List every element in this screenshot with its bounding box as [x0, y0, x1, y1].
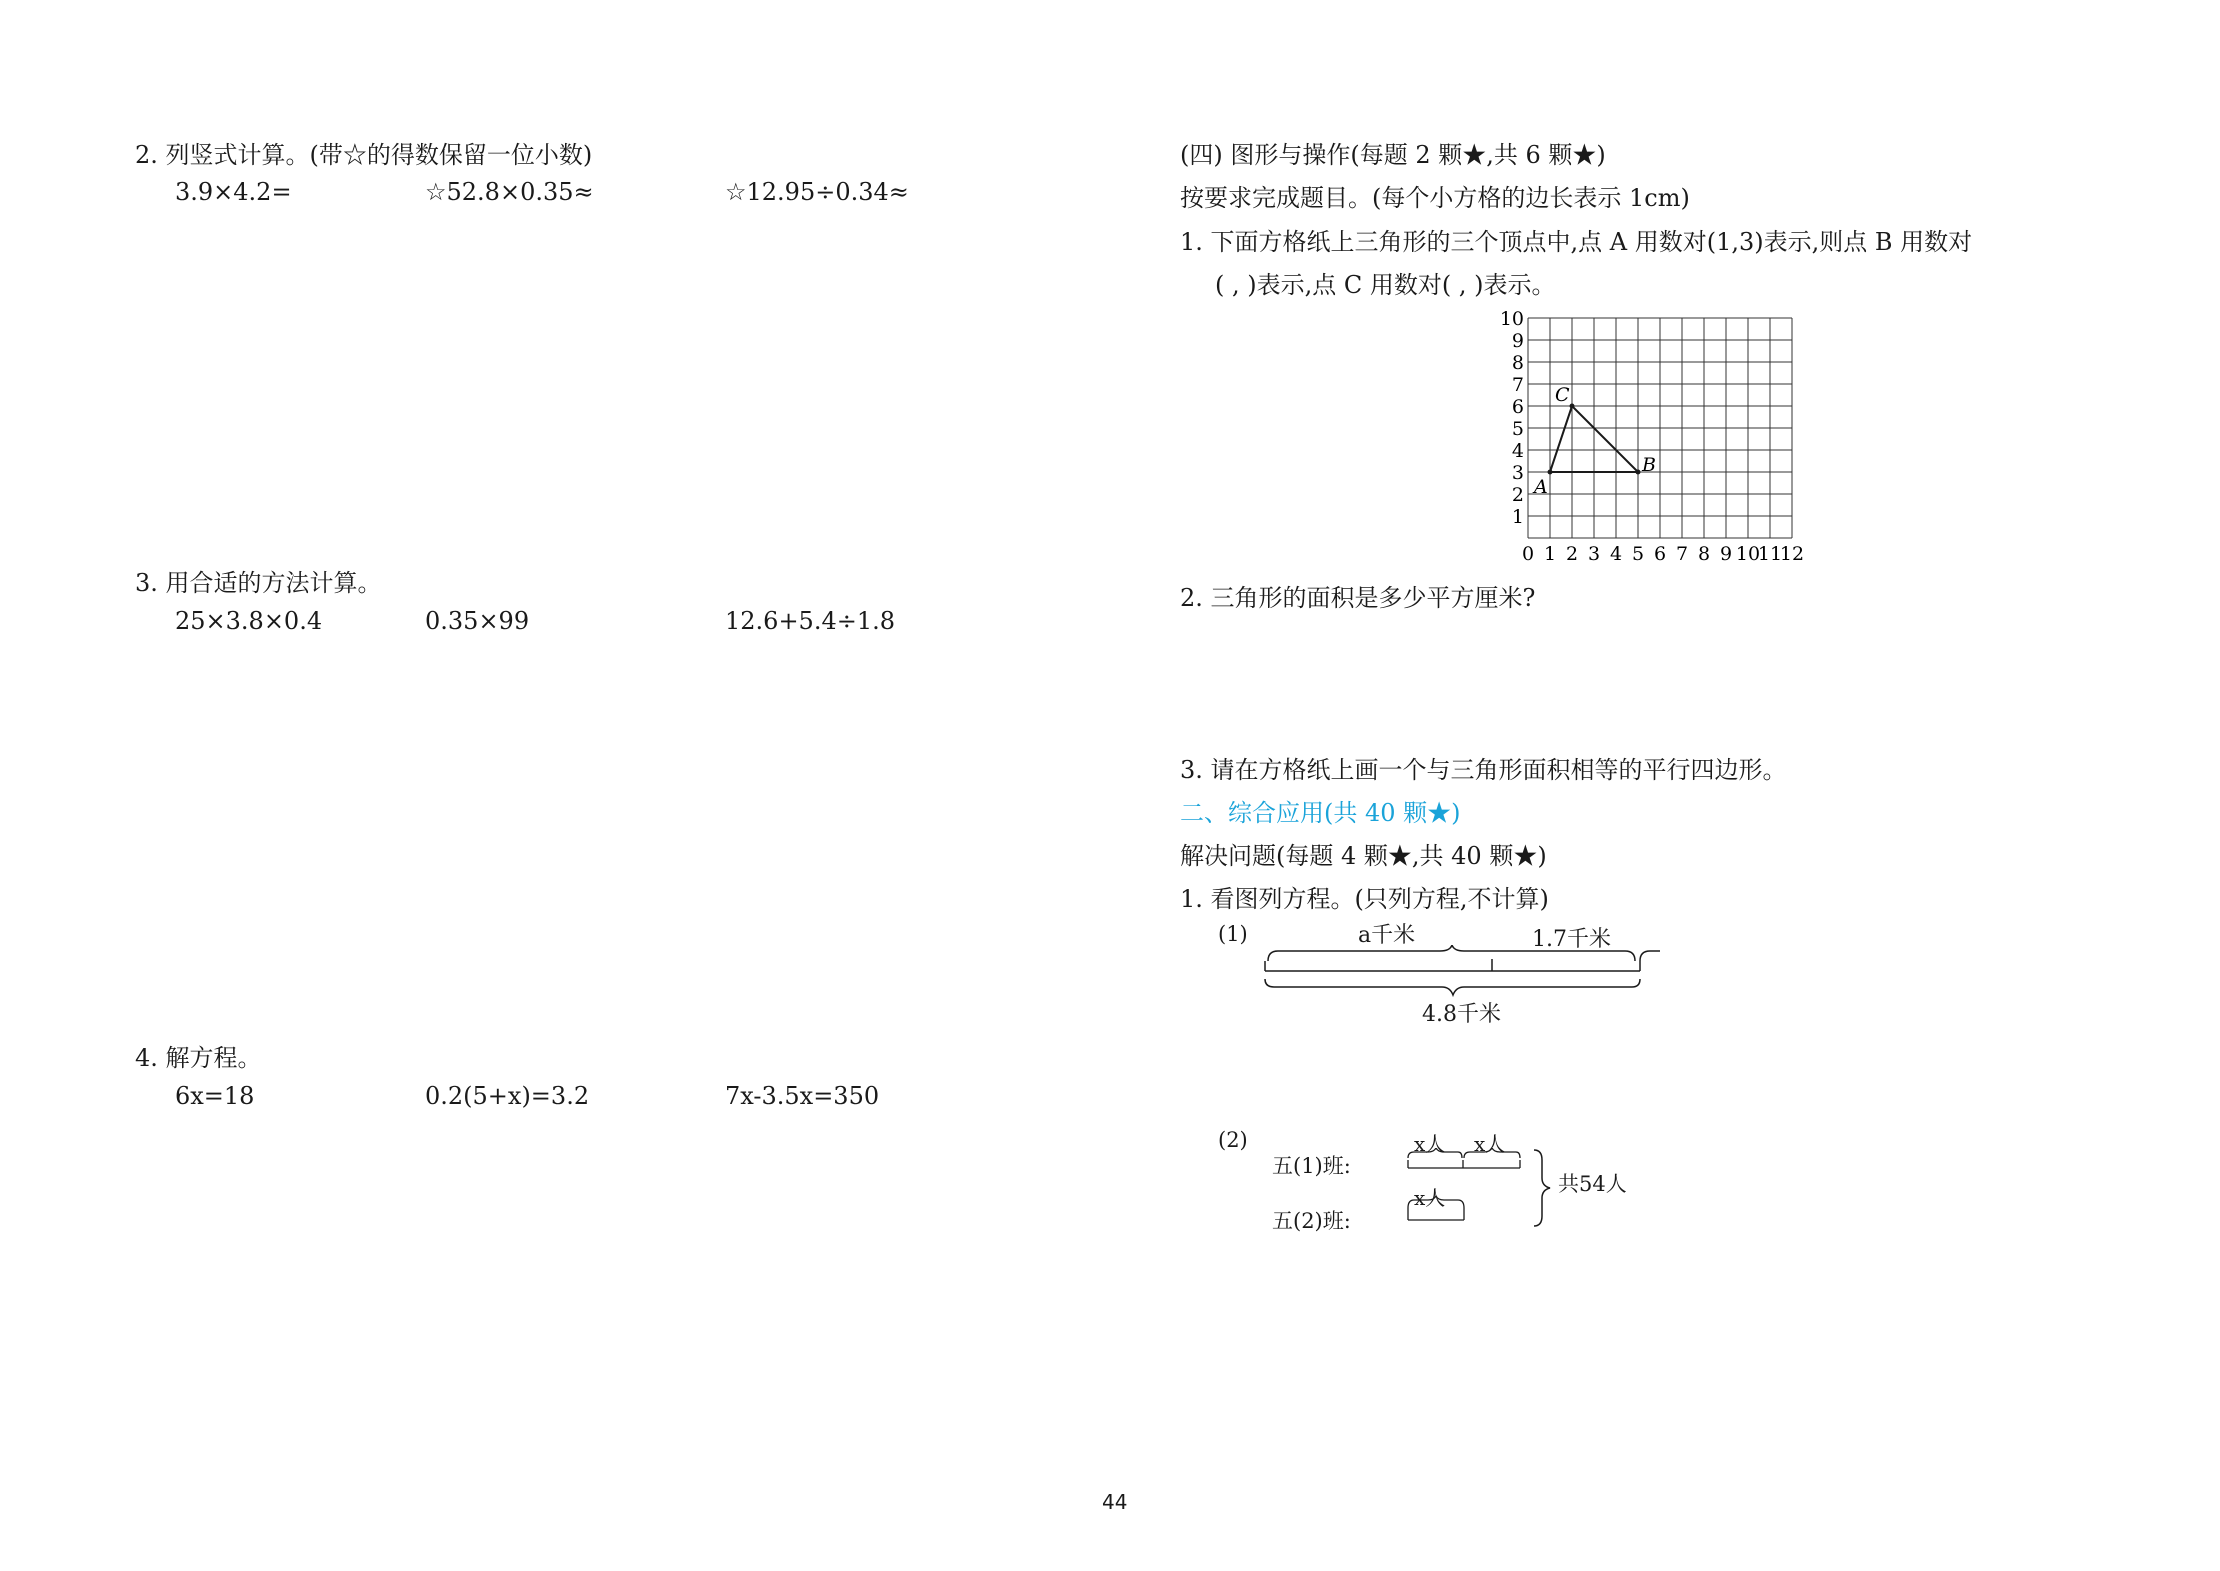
x-tick-label: 1 — [1543, 543, 1557, 565]
grid-question-line-1: 1. 下面方格纸上三角形的三个顶点中,点 A 用数对(1,3)表示,则点 B 用数对 — [1180, 228, 1973, 256]
y-tick-label: 1 — [1511, 506, 1524, 528]
diagram-2-class-2: 五(2)班: — [1272, 1209, 1351, 1233]
x-tick-label: 4 — [1609, 543, 1623, 565]
x-tick-label: 10 — [1735, 543, 1761, 565]
x-tick-label: 6 — [1653, 543, 1667, 565]
x-tick-label: 2 — [1565, 543, 1579, 565]
diagram-1-bar — [1260, 945, 1660, 1005]
y-tick-label: 8 — [1511, 352, 1524, 374]
y-tick-label: 4 — [1511, 440, 1524, 462]
question-3-item-2: 0.35×99 — [425, 607, 530, 635]
y-tick-label: 2 — [1511, 484, 1524, 506]
diagram-1-seg-b: 1.7千米 — [1532, 927, 1611, 952]
diagram-2-x3: x人 — [1414, 1186, 1446, 1210]
label-b: B — [1642, 454, 1656, 476]
question-4-item-1: 6x=18 — [175, 1082, 255, 1110]
coordinate-grid — [1500, 300, 1830, 570]
section-4-title: (四) 图形与操作(每题 2 颗★,共 6 颗★) — [1180, 141, 1606, 169]
diagram-2-class-1: 五(1)班: — [1272, 1154, 1351, 1178]
question-2-item-1: 3.9×4.2= — [175, 178, 292, 206]
area-question: 2. 三角形的面积是多少平方厘米? — [1180, 584, 1536, 612]
diagram-1-seg-a-text: a千米 — [1358, 923, 1416, 948]
y-tick-label: 9 — [1511, 330, 1524, 352]
question-4-item-2: 0.2(5+x)=3.2 — [425, 1082, 590, 1110]
label-c: C — [1555, 384, 1570, 406]
diagram-2-lines — [1400, 1148, 1550, 1228]
x-tick-label: 8 — [1697, 543, 1711, 565]
x-tick-label: 5 — [1631, 543, 1645, 565]
part-2-title: 二、综合应用(共 40 颗★) — [1180, 799, 1461, 827]
diagram-2-brace — [1530, 1148, 1560, 1228]
question-4-title: 4. 解方程。 — [135, 1044, 262, 1072]
question-4-item-3: 7x-3.5x=350 — [725, 1082, 880, 1110]
application-question-1: 1. 看图列方程。(只列方程,不计算) — [1180, 885, 1549, 913]
y-tick-label: 7 — [1511, 374, 1524, 396]
label-a: A — [1534, 476, 1548, 498]
point-a — [1548, 470, 1553, 475]
question-3-title: 3. 用合适的方法计算。 — [135, 569, 382, 597]
x-tick-label: 11 — [1757, 543, 1783, 565]
x-tick-label: 12 — [1779, 543, 1805, 565]
diagram-1-total: 4.8千米 — [1422, 1002, 1501, 1027]
y-tick-label: 3 — [1511, 462, 1524, 484]
parallelogram-question: 3. 请在方格纸上画一个与三角形面积相等的平行四边形。 — [1180, 756, 1787, 784]
point-b — [1636, 470, 1641, 475]
part-2-instruction: 解决问题(每题 4 颗★,共 40 颗★) — [1180, 842, 1547, 870]
diagram-2-label: (2) — [1218, 1128, 1248, 1152]
grid-question-line-2: ( , )表示,点 C 用数对( , )表示。 — [1215, 271, 1556, 299]
diagram-1-label: (1) — [1218, 922, 1248, 946]
x-axis-labels — [1522, 543, 1804, 565]
question-2-title: 2. 列竖式计算。(带☆的得数保留一位小数) — [135, 141, 593, 169]
question-3-item-1: 25×3.8×0.4 — [175, 607, 323, 635]
grid-lines — [1528, 318, 1792, 538]
page-number: 44 — [1102, 1490, 1128, 1514]
diagram-2-total: 共54人 — [1558, 1172, 1627, 1196]
y-tick-label: 10 — [1500, 308, 1524, 330]
diagram-2-x2: x人 — [1474, 1132, 1506, 1156]
diagram-2-x1: x人 — [1414, 1132, 1446, 1156]
x-tick-label: 9 — [1719, 543, 1733, 565]
question-2-item-3: ☆12.95÷0.34≈ — [725, 178, 909, 206]
y-tick-label: 5 — [1511, 418, 1524, 440]
x-tick-label: 0 — [1521, 543, 1535, 565]
y-axis-labels — [1500, 308, 1524, 528]
point-c — [1570, 404, 1575, 409]
question-2-item-2: ☆52.8×0.35≈ — [425, 178, 594, 206]
x-tick-label: 3 — [1587, 543, 1601, 565]
question-3-item-3: 12.6+5.4÷1.8 — [725, 607, 895, 635]
y-tick-label: 6 — [1511, 396, 1524, 418]
section-4-instruction: 按要求完成题目。(每个小方格的边长表示 1cm) — [1180, 184, 1690, 212]
x-tick-label: 7 — [1675, 543, 1689, 565]
